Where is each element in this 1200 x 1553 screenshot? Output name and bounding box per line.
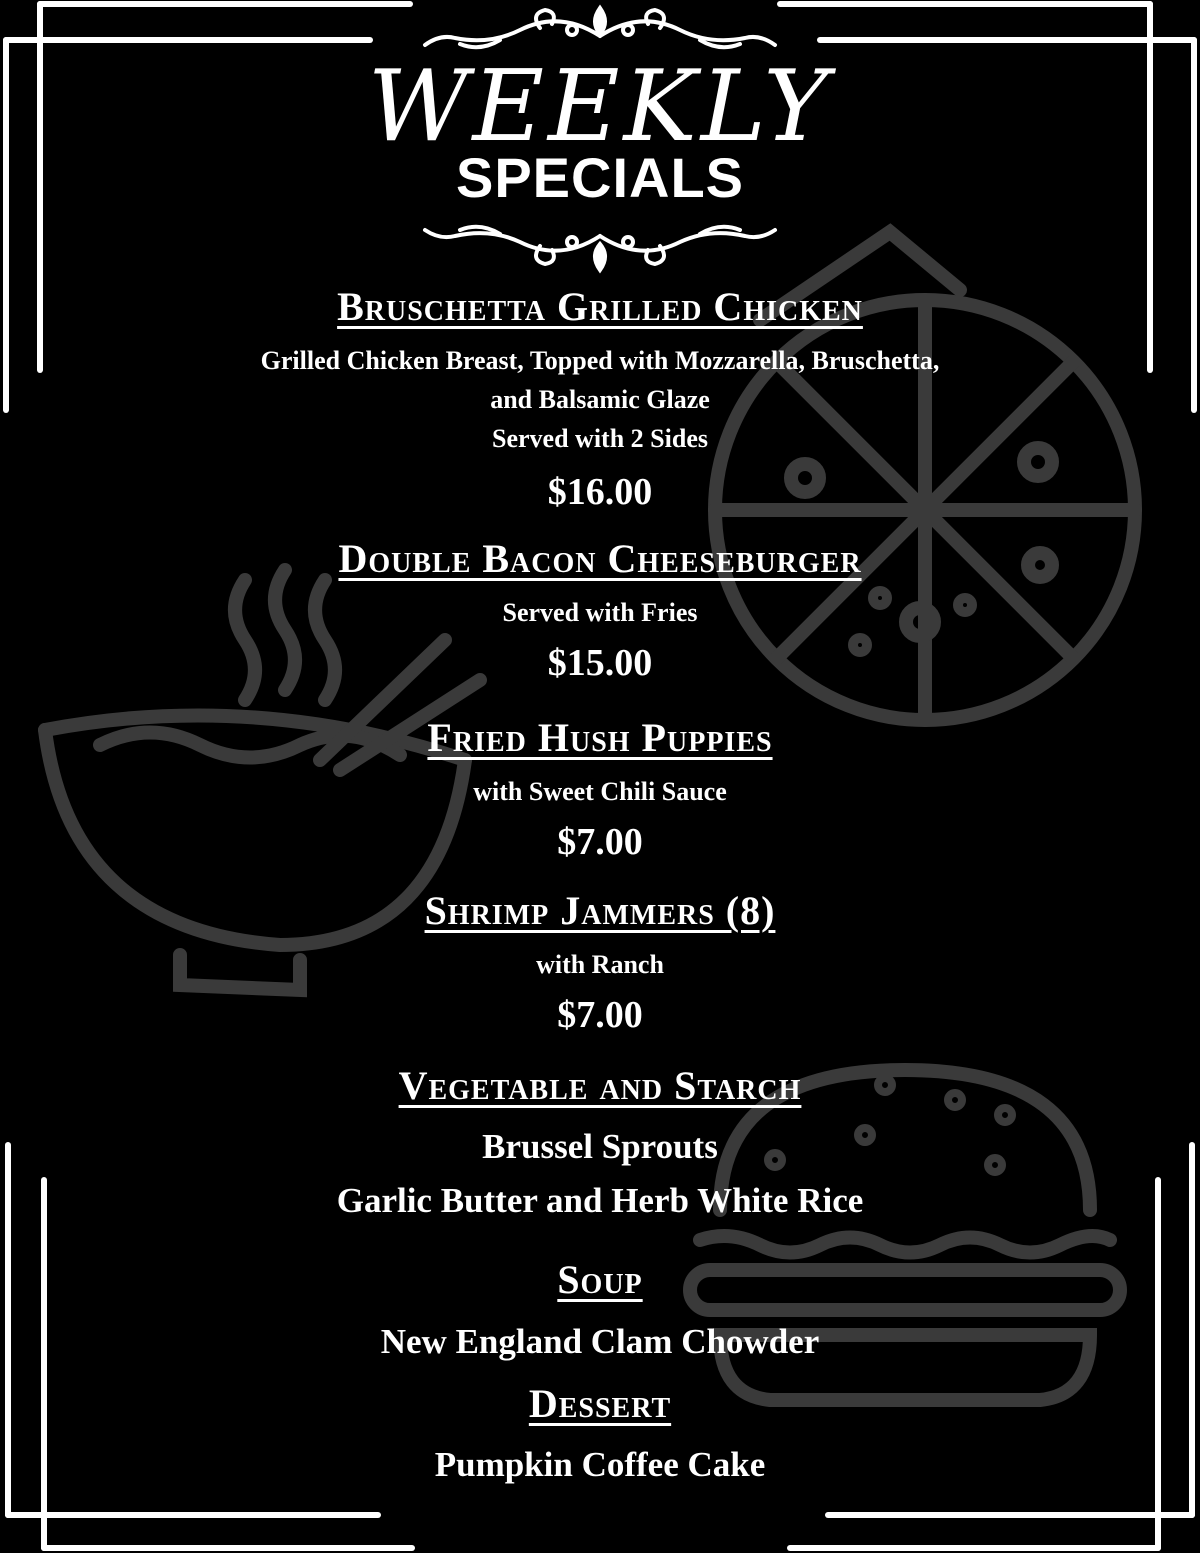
section-line: New England Clam Chowder (380, 1322, 820, 1361)
item-description: Served with Fries (502, 598, 698, 627)
section-heading: Dessert (528, 1381, 672, 1426)
section-line: Pumpkin Coffee Cake (434, 1445, 766, 1484)
item-price: $15.00 (547, 642, 653, 684)
item-description: with Sweet Chili Sauce (473, 777, 727, 806)
section-heading: Soup (557, 1257, 643, 1302)
item-description: Served with 2 Sides (492, 424, 708, 453)
section-line: Garlic Butter and Herb White Rice (336, 1181, 864, 1220)
section-heading: Vegetable and Starch (398, 1063, 802, 1108)
item-price: $7.00 (557, 821, 643, 863)
ornament-flourish-icon (425, 227, 775, 270)
item-description: with Ranch (536, 950, 664, 979)
item-name: Bruschetta Grilled Chicken (337, 284, 863, 329)
title-weekly: WEEKLY (367, 50, 833, 164)
title-specials: SPECIALS (455, 146, 745, 209)
section-line: Brussel Sprouts (482, 1127, 718, 1166)
item-name: Shrimp Jammers (8) (424, 888, 776, 933)
item-name: Fried Hush Puppies (427, 715, 773, 760)
item-name: Double Bacon Cheeseburger (338, 536, 862, 581)
item-price: $16.00 (547, 471, 653, 513)
ornament-flourish-icon (425, 8, 775, 47)
item-description: and Balsamic Glaze (490, 385, 710, 414)
item-description: Grilled Chicken Breast, Topped with Mozzarella, Bruschetta, (260, 346, 940, 375)
item-price: $7.00 (557, 994, 643, 1036)
